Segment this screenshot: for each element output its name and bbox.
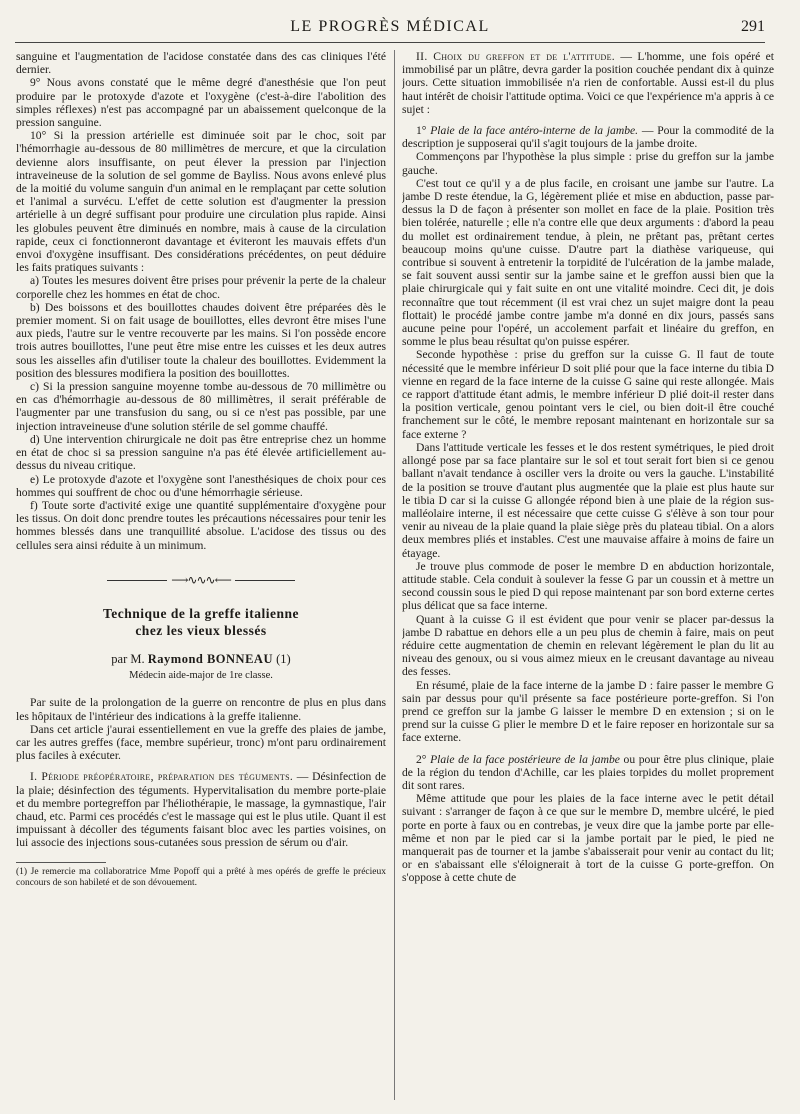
- section-text: — L'homme, une fois opéré et immobilisé par un plâtre, devra garder la position couchée pendant dix à quinze jours. Cette situation immobilisée n'a rien de confortable. Aussi est-il du plus haut intérêt de choisir l'attitude optima. Voici ce que l'expérience m'a appris à ce sujet :: [402, 50, 774, 116]
- list-item: a) Toutes les mesures doivent être prises pour prévenir la perte de la chaleur corporelle chez les hommes en état de choc.: [16, 274, 386, 301]
- running-header: [15, 18, 765, 43]
- subsection-paragraph: [402, 124, 774, 150]
- footnote: (1) Je remercie ma collaboratrice Mme Popoff qui a prêté à mes opérés de greffe le précieux concours de son habileté et de son dévouement.: [16, 866, 386, 888]
- subsection-title: Plaie de la face antéro-interne de la jambe.: [430, 124, 639, 138]
- list-item: b) Des boissons et des bouillottes chaudes doivent être préparées dès le premier moment. Si on fait usage de bouillottes, elles devront être mises l'une aux pieds, l'autre sur le ventre recouverte par les mains. Si l'on possède encore trois autres bouillottes, l'une peut être mise entre les cuisses et les deux autres sous les aisselles afin d'utiliser toute la chaleur des bouillottes. Evidemment la position des blessures modifiera la position des bouillottes.: [16, 300, 386, 380]
- subsection-paragraph: [402, 753, 774, 793]
- list-item: e) Le protoxyde d'azote et l'oxygène sont l'anesthésiques de choix pour ces hommes qui souffrent de choc ou d'une hémorrhagie sérieuse.: [16, 472, 386, 499]
- list-item: c) Si la pression sanguine moyenne tombe au-dessous de 70 millimètre ou en cas d'hémorrhagie au-dessous de 80 millimètres, il serait préférable de l'augmenter par une transfusion du sang, ou si ce n'est pas possible, par une injection intraveineuse d'une solution stérile de sel gomme chauffé.: [16, 380, 386, 433]
- paragraph: Seconde hypothèse : prise du greffon sur la cuisse G. Il faut de toute nécessité que le membre inférieur D soit plié pour que la face interne du tibia D vienne en regard de la face interne de la cuisse G saine qui reste allongée. Mais ce rapport d'attitude étant admis, le membre inférieur D plié doit-il rester dans la position verticale, genou pointant vers le ciel, ou bien doit-il être couché franchement sur le côté, le membre reposant maintenant en horizontale sur sa face externe ?: [402, 348, 774, 441]
- paragraph: Même attitude que pour les plaies de la face interne avec le petit détail suivant : s'arranger de façon à ce que sur le membre D, membre ulcéré, le pied porte en porte à faux ou en contrebas, je veux dire que la jambe porte par elle-même et non par le pied car si la jambe portait par le pied, le pied ne manquerait pas de tourner et la jambe s'abaisserait pour venir au contact du lit; or en s'abaissant elle s'éloignerait à tort de la cuisse G porte-greffon. On s'oppose à cette chute de: [402, 792, 774, 885]
- subsection-number: 1°: [416, 124, 427, 138]
- right-column: [402, 50, 774, 1106]
- byline-prefix: par M.: [111, 651, 145, 666]
- paragraph: C'est tout ce qu'il y a de plus facile, en croisant une jambe sur l'autre. La jambe D reste étendue, la G, légèrement pliée et mise en abduction, passe par-dessus la D de façon à présenter son mollet en face de la plaie. Position très bien tolérée, naturelle ; elle n'a contre elle que deux arguments : d'abord la peau du mollet est ordinairement tendue, à plein, ne prêtant pas, prêtant certes beaucoup moins qu'une cuisse. D'autre part la diathèse variqueuse, qui contribue si souvent à entretenir la torpidité de l'ulcération de la jambe malade, se fait souvent aussi sentir sur la jambe saine et le greffon aussi bien que la plaie chirurgicale qui y fait suite en ont une vitalité moindre. Ceci dit, je dois reconnaître que tout récemment (il est vrai chez un sujet maigre dont la peau flottait) le procédé jambe contre jambe m'a donné en dix jours, passés sans aucune peine pour l'opéré, un accolement parfait et linéaire du greffon, en somme le plus beau résultat qu'on puisse espérer.: [402, 176, 774, 349]
- article-title-line-2: chez les vieux blessés: [135, 622, 267, 638]
- section-text: — Désinfection de la plaie; désinfection des téguments. Hypervitalisation du membre porte-plaie et du membre portegreffon par l'héliothérapie, le massage, la gymnastique, l'air chaud, etc. Parmi ces procédés c'est le massage qui est le plus utile. Quant il est impuissant à décoller des téguments faisant bloc avec les parties voisines, on lui associe des injections sous-cutanées sous pression de sérum ou d'air.: [16, 770, 386, 850]
- paragraph: Dans l'attitude verticale les fesses et le dos restent symétriques, le pied droit allongé pose par sa face plantaire sur le sol et tout serait fort bien si ce genou ballant n'avait tendance à osciller vers la droite ou vers la gauche. L'instabilité de la position se trouve d'autant plus augmentée que la plaie est plus haute sur le tibia D car si la cuisse G allongée répond bien à une plaie de la région sus-malléolaire interne, il est nécessaire que cette cuisse G s'élève à son tour pour venir au niveau de la plaie quand la plaie siège près du plateau tibial. On a alors deux membres pliés et instables. C'est une mauvaise affaire à moins de faire un étayage.: [402, 440, 774, 560]
- left-column: [16, 50, 386, 1106]
- list-item: d) Une intervention chirurgicale ne doit pas être entreprise chez un homme en état de choc si sa pression sanguine n'a pas été élevée artificiellement au-dessus du niveau critique.: [16, 432, 386, 473]
- footnote-marker: (1): [276, 651, 291, 666]
- paragraph: 10° Si la pression artérielle est diminuée soit par le choc, soit par l'hémorrhagie au-dessous de 80 millimètres de mercure, et que la circulation devienne alors insuffisante, on peut élever la pression par l'injection intraveineuse de la solution de sel gomme de Bayliss. Nous avons enlevé plus de la moitié du volume sanguin d'un animal en le remplaçant par cette solution et l'animal a survécu. L'effet de cette solution est d'augmenter la pression artérielle à un degré suffisant pour produire une circulation plus rapide. Ainsi les globules peuvent être diminués en nombre, mais à cause de la circulation rapide, ceux ci fonctionneront davantage et éviteront les mauvais effets d'un envoi d'oxygène insuffisant. Des considérations précédentes, on peut déduire les faits pratiques suivants :: [16, 129, 386, 275]
- subsection-title: Plaie de la face postérieure de la jambe: [430, 752, 620, 766]
- footnote-rule: [16, 862, 106, 863]
- subsection-text: — Pour la commodité de la description je supposerai qu'il s'agit toujours de la jambe droite.: [402, 124, 774, 151]
- section-paragraph: [16, 770, 386, 849]
- section-heading: I. Période préopératoire, préparation des téguments.: [30, 770, 294, 784]
- author-affiliation: Médecin aide-major de 1re classe.: [129, 670, 273, 682]
- paragraph: Commençons par l'hypothèse la plus simple : prise du greffon sur la jambe gauche.: [402, 150, 774, 177]
- list-item: f) Toute sorte d'activité exige une quantité supplémentaire d'oxygène pour les tissus. On doit donc prendre toutes les précautions nécessaires pour tenir les hommes blessés dans une tranquillité absolue. L'acidose des tissus ou des cellules sera ainsi réduite à un minimum.: [16, 498, 386, 552]
- author-name: Raymond BONNEAU: [147, 651, 273, 666]
- article-title-line-1: Technique de la greffe italienne: [103, 605, 299, 621]
- article-title: [16, 605, 386, 639]
- paragraph: sanguine et l'augmentation de l'acidose constatée dans des cas cliniques l'été dernier.: [16, 50, 386, 77]
- paragraph: Par suite de la prolongation de la guerre on rencontre de plus en plus dans les hôpitaux de l'intérieur des indications à la greffe italienne.: [16, 696, 386, 723]
- paragraph: En résumé, plaie de la face interne de la jambe D : faire passer le membre G sain par dessus pour qu'il présente sa face postérieure porte-greffon. Si l'on prend ce greffon sur la jambe G laisser le membre D en extension ; si on le prend sur la cuisse G plier le membre D et le faire reposer en horizontale sur sa face externe.: [402, 678, 774, 745]
- section-heading: II. Choix du greffon et de l'attitude.: [416, 50, 616, 63]
- paragraph: Quant à la cuisse G il est évident que pour venir se placer par-dessus la jambe D rabattue en dehors elle a un peu plus de chemin à faire, mais on peut réduire cette augmentation de chemin en relevant légèrement le plan du lit au niveau des genoux, ou si vous aimez mieux en le creusant davantage au niveau des fesses.: [402, 612, 774, 679]
- paragraph: Dans cet article j'aurai essentiellement en vue la greffe des plaies de jambe, car les autres greffes (face, membre supérieur, tronc) m'ont paru ordinairement plus faciles à exécuter.: [16, 722, 386, 763]
- section-ornament: ⟶∿∿∿⟵: [16, 574, 386, 587]
- paragraph: 9° Nous avons constaté que le même degré d'anesthésie que l'on peut produire par le protoxyde d'azote et l'oxygène (c'est-à-dire l'abolition des simples réflexes) n'est pas accompagné par un abaissement quelconque de la pression sanguine.: [16, 76, 386, 130]
- page-number: 291: [741, 18, 765, 35]
- journal-title: LE PROGRÈS MÉDICAL: [290, 18, 490, 35]
- section-paragraph: [402, 50, 774, 116]
- subsection-number: 2°: [416, 752, 427, 766]
- subsection-text: ou pour être plus clinique, plaie de la région du tendon d'Achille, car les plaies torpides du mollet proprement dit sont rares.: [402, 752, 774, 792]
- byline: [16, 653, 386, 666]
- column-divider: [394, 50, 395, 1100]
- paragraph: Je trouve plus commode de poser le membre D en abduction horizontale, attitude stable. Cela conduit à soulever la fesse G par un coussin et à mettre un second coussin sous le pied D qui repose maintenant par son bord externe certes plus délicat que sa face interne.: [402, 559, 774, 613]
